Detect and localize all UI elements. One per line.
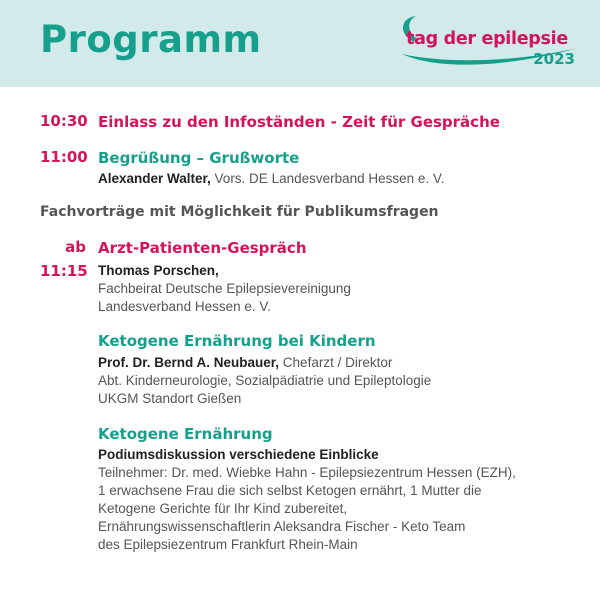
page-title: Programm — [40, 18, 262, 61]
section-heading: Fachvorträge mit Möglichkeit für Publikumsfragen — [40, 204, 439, 220]
item-3-title: Arzt-Patienten-Gespräch — [98, 239, 307, 257]
logo-year: 2023 — [533, 50, 575, 68]
item-2-speaker — [98, 170, 578, 188]
item-5-title: Ketogene Ernährung — [98, 425, 273, 443]
item-5-line-2: 1 erwachsene Frau die sich selbst Ketogen ernährt, 1 Mutter die — [98, 483, 482, 498]
item-3-speaker-line-2: Landesverband Hessen e. V. — [98, 299, 271, 314]
item-5-line-1: Teilnehmer: Dr. med. Wiebke Hahn - Epilepsiezentrum Hessen (EZH), — [98, 465, 516, 480]
item-2-speaker-name: Alexander Walter, — [98, 171, 211, 186]
item-2-speaker-role: Vors. DE Landesverband Hessen e. V. — [210, 171, 445, 186]
item-1-title: Einlass zu den Infoständen - Zeit für Gespräche — [98, 113, 500, 131]
item-4-title: Ketogene Ernährung bei Kindern — [98, 332, 376, 350]
item-4-line-2: UKGM Standort Gießen — [98, 391, 242, 406]
event-logo — [396, 8, 586, 78]
item-4-speaker-role: Chefarzt / Direktor — [279, 355, 393, 370]
item-2-time: 11:00 — [40, 148, 88, 166]
logo-text: tag der epilepsie — [406, 29, 568, 49]
item-3-time: 11:15 — [40, 262, 88, 280]
item-4-line-1: Abt. Kinderneurologie, Sozialpädiatrie und Epileptologie — [98, 373, 432, 388]
header-banner — [0, 0, 600, 87]
item-4-speaker — [98, 354, 578, 372]
item-3-time-prefix: ab — [65, 238, 86, 256]
item-3-speaker-line-1: Fachbeirat Deutsche Epilepsievereinigung — [98, 281, 351, 296]
item-5-subtitle: Podiumsdiskussion verschiedene Einblicke — [98, 447, 379, 462]
item-3-speaker-name: Thomas Porschen, — [98, 263, 219, 278]
item-5-line-5: des Epilepsiezentrum Frankfurt Rhein-Main — [98, 537, 358, 552]
item-2-title: Begrüßung – Grußworte — [98, 149, 300, 167]
item-5-line-3: Ketogene Gerichte für Ihr Kind zubereitet, — [98, 501, 348, 516]
item-4-speaker-name: Prof. Dr. Bernd A. Neubauer, — [98, 355, 280, 370]
item-1-time: 10:30 — [40, 112, 88, 130]
item-5-line-4: Ernährungswissenschaftlerin Aleksandra Fischer - Keto Team — [98, 519, 466, 534]
